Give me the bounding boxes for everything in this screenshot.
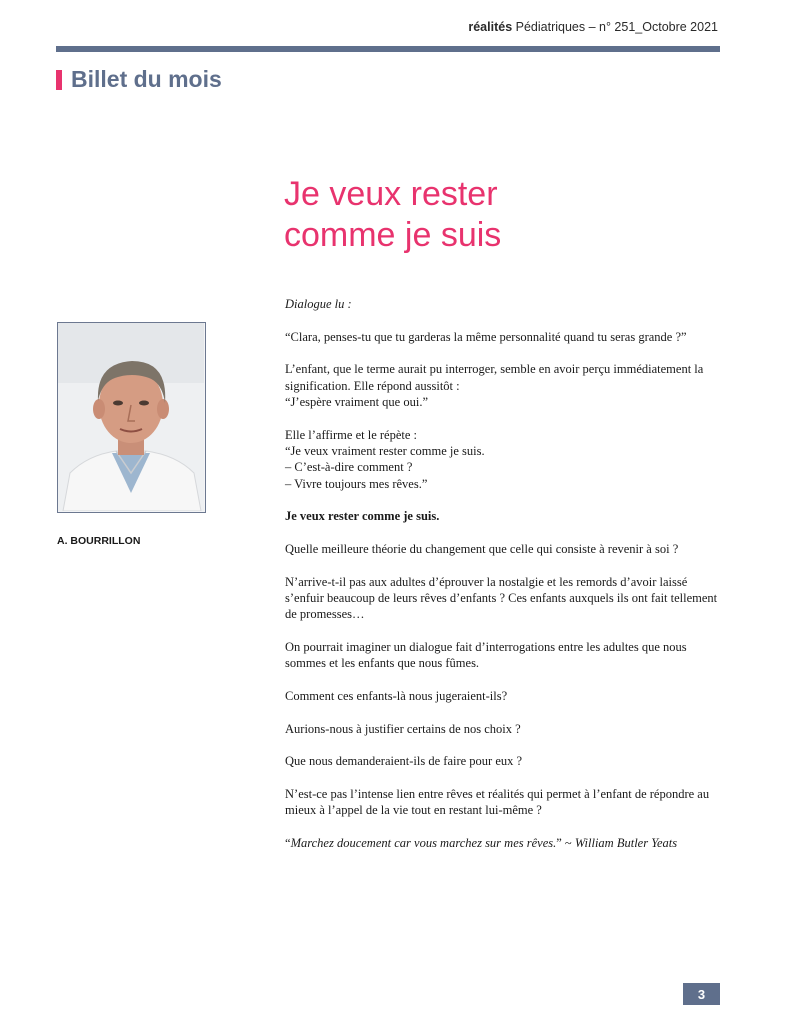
dialogue-line: – C’est-à-dire comment ? — [285, 460, 413, 475]
dialogue-line: Elle l’affirme et le répète : — [285, 427, 417, 442]
page-number: 3 — [683, 983, 720, 1005]
paragraph: Quelle meilleure théorie du changement que celle qui consiste à revenir à soi ? — [285, 542, 679, 556]
article-title-line-2: comme je suis — [284, 216, 502, 254]
dialogue-line: “Je veux vraiment rester comme je suis. — [285, 444, 485, 458]
paragraph-dialogue — [285, 427, 723, 493]
article-title — [284, 174, 724, 256]
article-title-line-1: Je veux rester — [284, 175, 498, 213]
paragraph-response — [285, 361, 723, 410]
section-heading — [56, 66, 222, 93]
paragraph: Aurions-nous à justifier certains de nos choix ? — [285, 721, 521, 736]
dialogue-line: – Vivre toujours mes rêves.” — [285, 476, 428, 491]
quote-author: William Butler Yeats — [574, 835, 678, 850]
author-photo — [57, 322, 206, 513]
article-body — [285, 296, 723, 867]
response-quote: “J’espère vraiment que oui.” — [285, 395, 428, 409]
quote-open-mark: “ — [285, 835, 291, 850]
response-line: L’enfant, que le terme aurait pu interroger, semble en avoir perçu immédiatement la signification. Elle répond aussitôt : — [285, 362, 704, 393]
journal-brand: réalités — [468, 20, 513, 34]
intro-line: Dialogue lu : — [285, 297, 352, 311]
author-portrait-illustration — [58, 323, 204, 511]
closing-quote — [285, 835, 723, 851]
paragraph: N’arrive-t-il pas aux adultes d’éprouver la nostalgie et les remords d’avoir laissé s’enfuir beaucoup de leurs rêves d’enfants ? Ces enfants auxquels ils ont fait tellement de promesses… — [285, 574, 718, 622]
journal-header — [468, 20, 718, 34]
paragraph: Que nous demanderaient-ils de faire pour eux ? — [285, 754, 523, 769]
paragraph: Comment ces enfants-là nous jugeraient-ils? — [285, 689, 508, 703]
section-marker — [56, 70, 62, 90]
author-name: A. BOURRILLON — [57, 535, 141, 547]
journal-issue: Pédiatriques – n° 251_Octobre 2021 — [515, 20, 718, 34]
quote-close-mark: ” ~ — [556, 835, 575, 850]
paragraph-question: “Clara, penses-tu que tu garderas la même personnalité quand tu seras grande ?” — [285, 329, 687, 344]
paragraph: On pourrait imaginer un dialogue fait d’interrogations entre les adultes que nous sommes et les enfants que nous fûmes. — [285, 640, 687, 671]
paragraph: N’est-ce pas l’intense lien entre rêves et réalités qui permet à l’enfant de répondre au mieux à l’appel de la vie tout en restant lui-même ? — [285, 786, 710, 818]
quote-text: Marchez doucement car vous marchez sur mes rêves. — [290, 835, 557, 850]
emphasis-statement: Je veux rester comme je suis. — [285, 509, 440, 524]
header-rule — [56, 46, 720, 52]
section-title: Billet du mois — [71, 66, 222, 92]
